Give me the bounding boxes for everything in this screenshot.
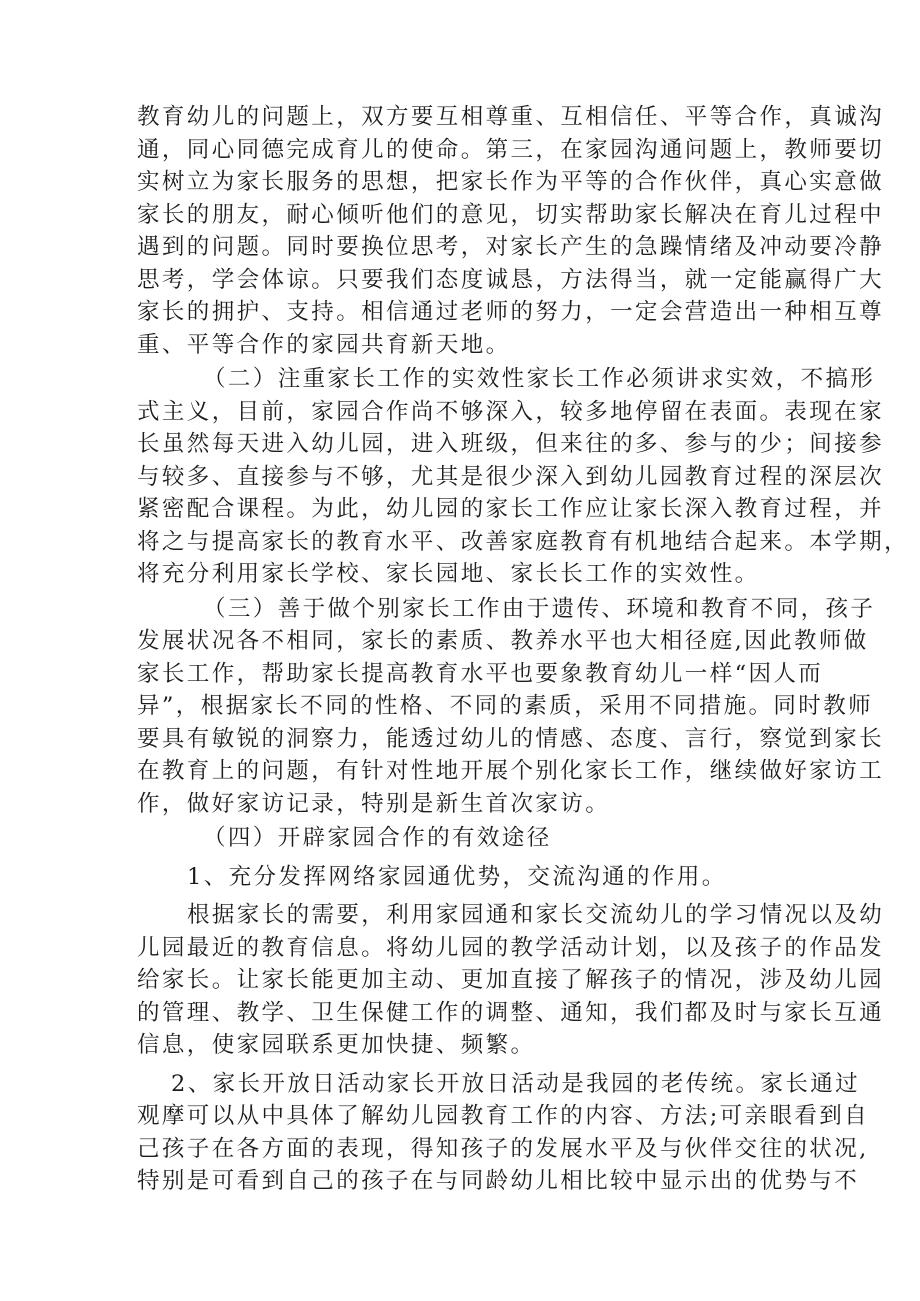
text-line: 家长的拥护、支持。相信通过老师的努力，一定会营造出一种相互尊 (137, 299, 885, 325)
text-line: 在教育上的问题，有针对性地开展个别化家长工作，继续做好家访工 (137, 758, 885, 784)
text-line: 根据家长的需要，利用家园通和家长交流幼儿的学习情况以及幼 (187, 902, 885, 928)
text-line: 异”，根据家长不同的性格、不同的素质，采用不同措施。同时教师 (137, 693, 874, 719)
text-line: 家长工作，帮助家长提高教育水平也要象教育幼儿一样“因人而 (137, 660, 824, 687)
document-body (137, 101, 909, 1198)
text-line: 信息，使家园联系更加快捷、频繁。 (137, 1032, 536, 1058)
text-line: 与较多、直接参与不够，尤其是很少深入到幼儿园教育过程的深层次 (137, 463, 885, 490)
text-line: 教育幼儿的问题上，双方要互相尊重、互相信任、平等合作，真诚沟 (137, 104, 885, 130)
text-line: 的管理、教学、卫生保健工作的调整、通知，我们都及时与家长互通 (137, 999, 885, 1026)
text-line: 将充分利用家长学校、家长园地、家长长工作的实效性。 (137, 561, 760, 587)
text-line: 观摩可以从中具体了解幼儿园教育工作的内容、方法;可亲眼看到自 (137, 1103, 870, 1129)
text-line: 通，同心同德完成育儿的使命。第三，在家园沟通问题上，教师要切 (137, 136, 885, 163)
text-line: 将之与提高家长的教育水平、改善家庭教育有机地结合起来。本学期， (137, 528, 909, 555)
text-line: 1、充分发挥网络家园通优势，交流沟通的作用。 (187, 863, 727, 890)
text-line: 思考，学会体谅。只要我们态度诚恳，方法得当，就一定能赢得广大 (137, 266, 885, 293)
text-line: （三）善于做个别家长工作由于遗传、环境和教育不同，孩子 (203, 595, 876, 622)
text-line: 重、平等合作的家园共育新天地。 (137, 331, 511, 358)
text-line: （四）开辟家园合作的有效途径 (203, 825, 552, 851)
text-line: 实树立为家长服务的思想，把家长作为平等的合作伙伴，真心实意做 (137, 169, 885, 195)
text-line: 2、家长开放日活动家长开放日活动是我园的老传统。家长通过 (171, 1070, 861, 1097)
text-line: 给家长。让家长能更加主动、更加直接了解孩子的情况，涉及幼儿园 (137, 967, 885, 993)
text-line: 己孩子在各方面的表现，得知孩子的发展水平及与伙伴交往的状况, (137, 1135, 869, 1162)
text-line: 儿园最近的教育信息。将幼儿园的教学活动计划，以及孩子的作品发 (137, 934, 885, 961)
text-line: 式主义，目前，家园合作尚不够深入，较多地停留在表面。表现在家 (137, 398, 885, 425)
text-line: 特别是可看到自己的孩子在与同龄幼儿相比较中显示出的优势与不 (137, 1168, 860, 1194)
text-line: 遇到的问题。同时要换位思考，对家长产生的急躁情绪及冲动要冷静 (137, 234, 885, 260)
text-line: 发展状况各不相同，家长的素质、教养水平也大相径庭,因此教师做 (137, 628, 869, 654)
text-line: 作，做好家访记录，特别是新生首次家访。 (137, 790, 611, 817)
text-line: 家长的朋友，耐心倾听他们的意见，切实帮助家长解决在育儿过程中 (137, 201, 885, 228)
text-line: 要具有敏锐的洞察力，能透过幼儿的情感、态度、言行，察觉到家长 (137, 725, 885, 752)
text-line: （二）注重家长工作的实效性家长工作必须讲求实效，不搞形 (203, 366, 876, 392)
text-line: 长虽然每天进入幼儿园，进入班级，但来往的多、参与的少；间接参 (137, 431, 885, 457)
text-line: 紧密配合课程。为此，幼儿园的家长工作应让家长深入教育过程，并 (137, 496, 885, 522)
